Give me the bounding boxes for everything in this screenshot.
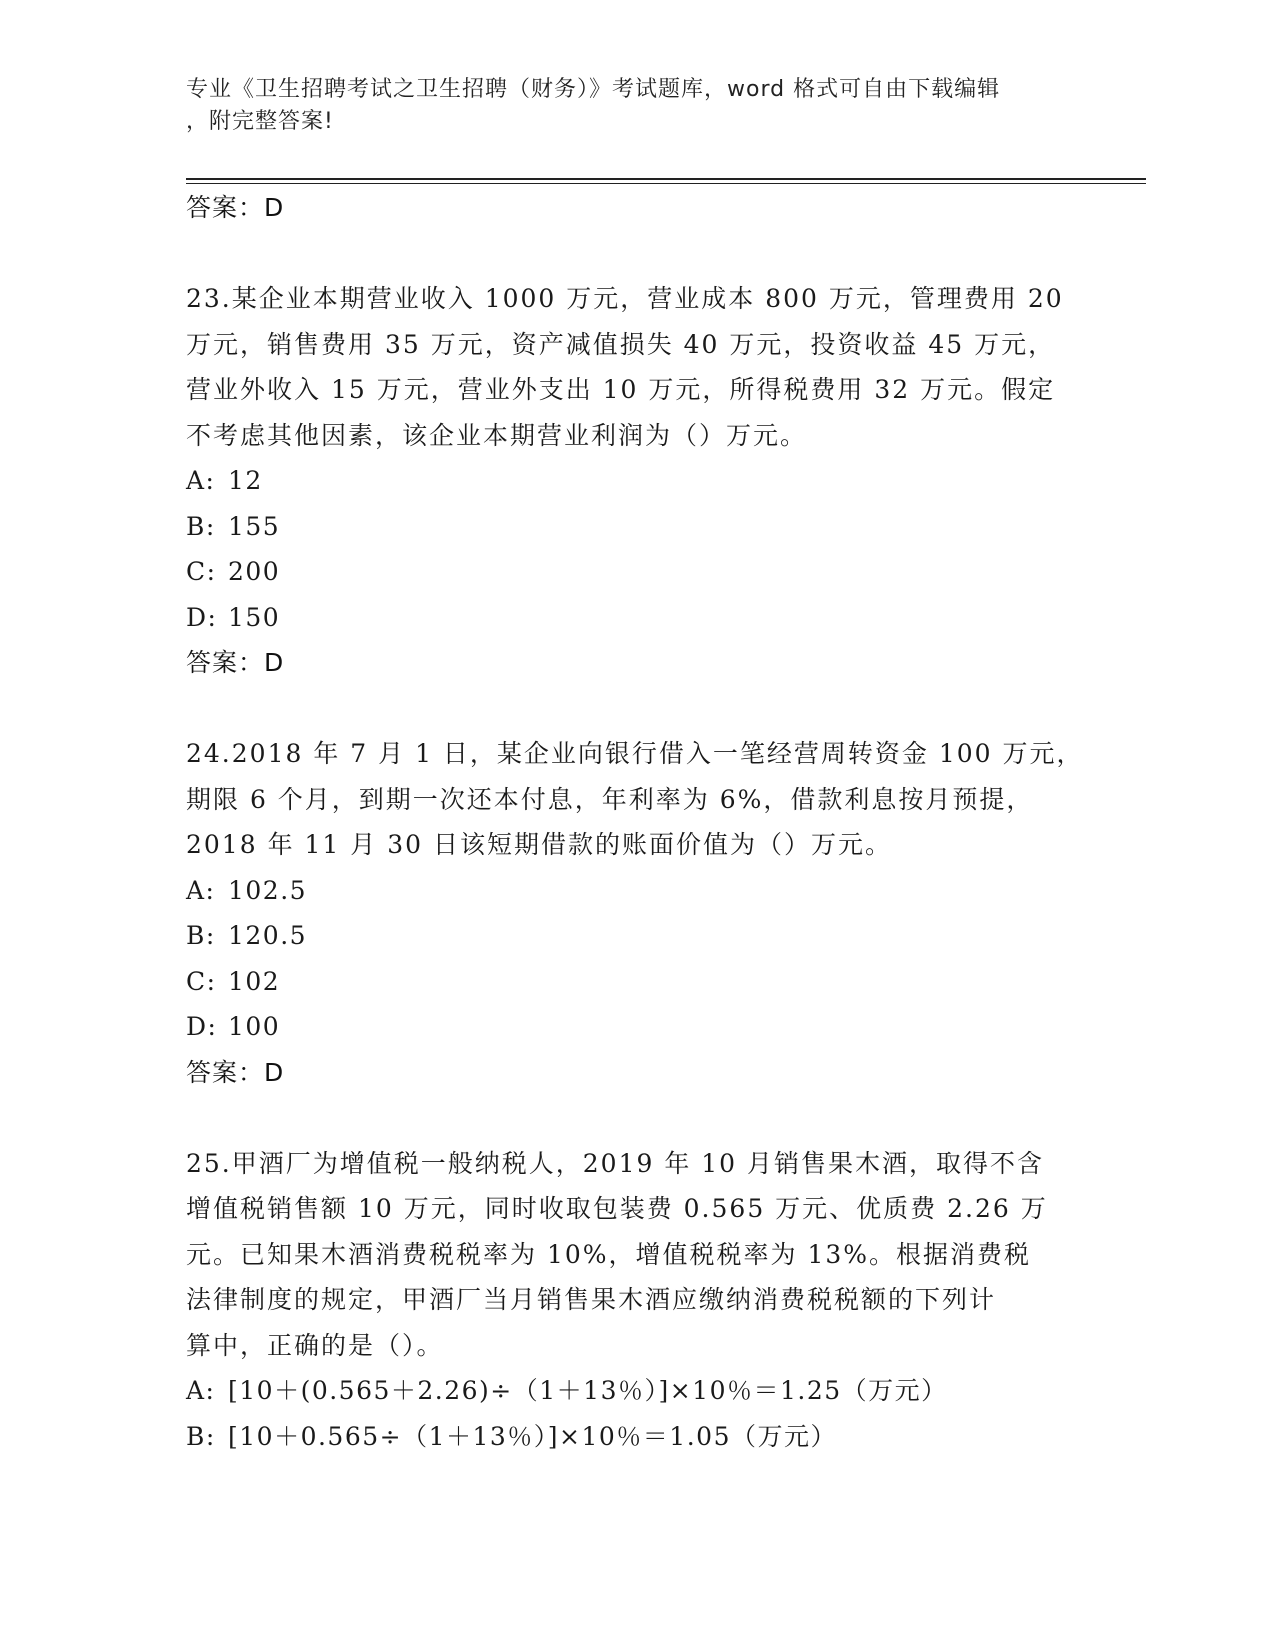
option-text: 12 <box>228 466 263 495</box>
question-25 <box>186 1141 1086 1460</box>
header-divider <box>186 178 1146 180</box>
stem-line: 元。已知果木酒消费税税率为 10%，增值税税率为 13%。根据消费税 <box>186 1239 1032 1269</box>
option-text: 150 <box>228 602 281 632</box>
stem-line: 不考虑其他因素，该企业本期营业利润为（）万元。 <box>186 420 808 450</box>
option-b <box>186 1414 1086 1460</box>
option-key: C: <box>186 557 217 586</box>
stem-line: 万元，销售费用 35 万元，资产减值损失 40 万元，投资收益 45 万元， <box>186 329 1056 359</box>
question-23 <box>186 276 1086 685</box>
option-key: A: <box>186 1376 216 1405</box>
stem-line: 期限 6 个月，到期一次还本付息，年利率为 6%，借款利息按月预提， <box>186 784 1034 814</box>
option-key: A: <box>186 875 216 905</box>
page-header <box>186 74 1066 138</box>
option-a <box>186 1368 1086 1414</box>
question-stem <box>186 1141 1086 1369</box>
option-text: 102 <box>228 966 281 996</box>
option-text: 120.5 <box>228 921 308 950</box>
option-key: B: <box>186 921 216 950</box>
stem-line: 法律制度的规定，甲酒厂当月销售果木酒应缴纳消费税税额的下列计 <box>186 1285 997 1314</box>
stem-line: 25.甲酒厂为增值税一般纳税人，2019 年 10 月销售果木酒，取得不含 <box>186 1148 1045 1178</box>
option-key: B: <box>186 511 216 541</box>
option-key: A: <box>186 466 216 495</box>
option-text: 100 <box>228 1012 281 1041</box>
option-d <box>186 595 1086 641</box>
option-d <box>186 1004 1086 1050</box>
stem-line: 增值税销售额 10 万元，同时收取包装费 0.565 万元、优质费 2.26 万 <box>186 1194 1048 1223</box>
option-text: 200 <box>228 557 281 586</box>
previous-answer: 答案：D <box>186 193 285 222</box>
option-b <box>186 913 1086 959</box>
option-key: C: <box>186 966 217 996</box>
answer-label: 答案：D <box>186 1057 285 1087</box>
option-text: 102.5 <box>228 875 308 905</box>
stem-line: 算中，正确的是（）。 <box>186 1330 444 1360</box>
option-text: [10＋(0.565＋2.26)÷（1＋13％）]×10％＝1.25（万元） <box>228 1376 948 1405</box>
question-list <box>186 185 1086 1459</box>
stem-line: 24.2018 年 7 月 1 日，某企业向银行借入一笔经营周转资金 100 万元， <box>186 739 1084 768</box>
option-key: D: <box>186 1012 218 1041</box>
option-key: D: <box>186 602 218 632</box>
header-line-1: 专业《卫生招聘考试之卫生招聘（财务）》考试题库，word 格式可自由下载编辑 <box>186 77 1001 102</box>
option-c <box>186 549 1086 595</box>
question-stem <box>186 731 1086 868</box>
option-c <box>186 959 1086 1005</box>
header-divider-thin <box>186 183 1146 184</box>
answer-label: 答案：D <box>186 648 285 677</box>
question-24 <box>186 731 1086 1095</box>
option-text: [10＋0.565÷（1＋13％）]×10％＝1.05（万元） <box>228 1421 837 1451</box>
header-line-2: ，附完整答案! <box>186 109 334 134</box>
option-b <box>186 504 1086 550</box>
question-stem <box>186 276 1086 458</box>
stem-line: 2018 年 11 月 30 日该短期借款的账面价值为（）万元。 <box>186 830 892 859</box>
option-a <box>186 868 1086 914</box>
option-text: 155 <box>228 511 281 541</box>
option-key: B: <box>186 1421 216 1451</box>
option-a <box>186 458 1086 504</box>
stem-line: 23.某企业本期营业收入 1000 万元，营业成本 800 万元，管理费用 20 <box>186 284 1064 313</box>
stem-line: 营业外收入 15 万元，营业外支出 10 万元，所得税费用 32 万元。假定 <box>186 375 1056 404</box>
